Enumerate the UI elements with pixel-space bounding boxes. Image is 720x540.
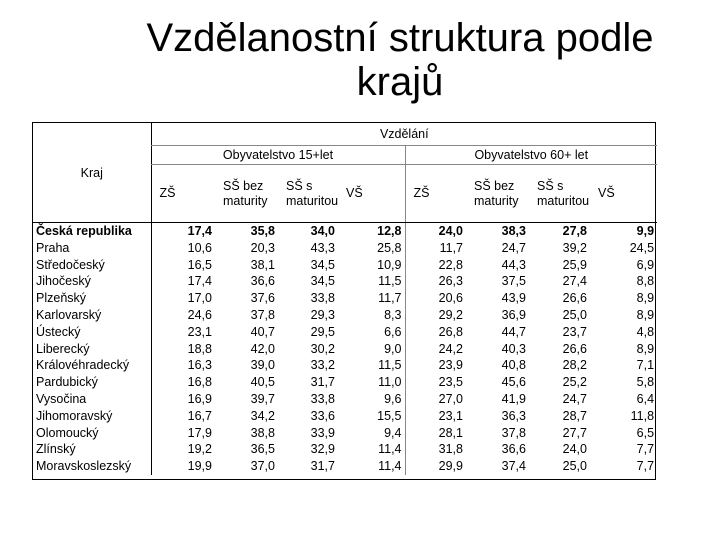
page-title (40, 16, 720, 104)
value-cell: 23,1 (151, 324, 215, 341)
value-cell: 16,3 (151, 357, 215, 374)
value-cell: 29,3 (310, 307, 335, 322)
value-cell: 45,6 (501, 375, 526, 390)
value-cell: 17,0 (151, 290, 215, 307)
value-cell: 17,9 (151, 425, 215, 442)
value-cell: 9,6 (384, 391, 402, 406)
table-row (33, 324, 657, 341)
value-cell: 11,7 (405, 240, 466, 257)
kraj-cell: Liberecký (36, 341, 90, 356)
value-cell: 27,8 (562, 224, 587, 238)
kraj-cell: Jihočeský (36, 274, 91, 289)
value-cell: 24,7 (501, 240, 526, 255)
value-cell: 30,2 (310, 341, 335, 356)
value-cell: 34,0 (310, 224, 335, 238)
value-cell: 36,9 (501, 307, 526, 322)
value-cell: 27,7 (562, 425, 587, 440)
value-cell: 23,9 (405, 357, 466, 374)
value-cell: 26,6 (562, 291, 587, 306)
subheader-text: VŠ (598, 186, 615, 200)
value-cell: 29,9 (405, 458, 466, 475)
value-cell: 16,5 (151, 257, 215, 274)
table-row (33, 341, 657, 358)
table-row (33, 391, 657, 408)
value-cell: 40,8 (501, 358, 526, 373)
value-cell: 8,9 (636, 341, 655, 356)
subheader-text: maturity (223, 193, 268, 208)
value-cell: 4,8 (636, 324, 655, 339)
table-row (33, 240, 657, 257)
value-cell: 27,0 (405, 391, 466, 408)
value-cell: 17,4 (151, 223, 215, 240)
table-row (33, 290, 657, 307)
value-cell: 37,8 (501, 425, 526, 440)
value-cell: 33,8 (310, 291, 335, 306)
value-cell: 31,7 (310, 459, 335, 474)
value-cell: 19,9 (151, 458, 215, 475)
value-cell: 16,8 (151, 374, 215, 391)
value-cell: 23,1 (405, 408, 466, 425)
value-cell: 7,7 (636, 442, 655, 457)
value-cell: 39,7 (250, 391, 275, 406)
value-cell: 33,8 (310, 391, 335, 406)
value-cell: 33,9 (310, 425, 335, 440)
value-cell: 20,3 (250, 240, 275, 255)
value-cell: 39,2 (562, 240, 587, 255)
value-cell: 37,0 (250, 459, 275, 474)
value-cell: 44,3 (501, 257, 526, 272)
value-cell: 38,1 (250, 257, 275, 272)
subheader-cell (529, 165, 590, 223)
value-cell: 6,6 (384, 324, 402, 339)
subheader-text: SŠ bez (474, 178, 515, 193)
value-cell: 7,1 (636, 358, 655, 373)
value-cell: 43,9 (501, 291, 526, 306)
subheader-cell (151, 165, 215, 223)
kraj-cell: Pardubický (36, 375, 98, 390)
value-cell: 24,5 (629, 240, 655, 255)
education-table-container (32, 122, 656, 480)
table-row (33, 408, 657, 425)
value-cell: 5,8 (636, 375, 655, 390)
title-line-2: krajů (356, 60, 444, 104)
table-row (33, 307, 657, 324)
value-cell: 6,5 (636, 425, 655, 440)
kraj-cell: Praha (36, 240, 70, 255)
value-cell: 36,6 (501, 442, 526, 457)
subheader-text: SŠ s (286, 178, 313, 193)
table-row (33, 273, 657, 290)
education-table (33, 123, 657, 475)
table-row (33, 374, 657, 391)
subheader-cell (590, 165, 657, 223)
value-cell: 24,6 (151, 307, 215, 324)
value-cell: 9,9 (636, 224, 655, 238)
value-cell: 19,2 (151, 441, 215, 458)
value-cell: 39,0 (250, 358, 275, 373)
value-cell: 33,2 (310, 358, 335, 373)
subheader-text: maturity (474, 193, 519, 208)
value-cell: 7,7 (636, 459, 655, 474)
value-cell: 38,3 (501, 224, 526, 238)
kraj-cell: Moravskoslezský (36, 459, 132, 474)
value-cell: 24,0 (405, 223, 466, 240)
value-cell: 23,7 (562, 324, 587, 339)
table-row (33, 458, 657, 475)
value-cell: 34,2 (250, 408, 275, 423)
subheader-cell (405, 165, 466, 223)
value-cell: 26,3 (405, 273, 466, 290)
vzdelani-header: Vzdělání (151, 123, 657, 146)
value-cell: 44,7 (501, 324, 526, 339)
subheader-text: SŠ s (537, 178, 564, 193)
subheader-text: ZŠ (413, 186, 430, 200)
kraj-cell: Královéhradecký (36, 358, 130, 373)
value-cell: 35,8 (250, 224, 275, 238)
subheader-cell (215, 165, 278, 223)
subheader-text: ZŠ (159, 186, 176, 200)
kraj-header: Kraj (33, 123, 151, 223)
value-cell: 17,4 (151, 273, 215, 290)
value-cell: 24,0 (562, 442, 587, 457)
subheader-cell (338, 165, 405, 223)
value-cell: 9,4 (384, 425, 402, 440)
value-cell: 31,7 (310, 375, 335, 390)
subheader-cell (466, 165, 529, 223)
value-cell: 24,2 (405, 341, 466, 358)
table-row (33, 441, 657, 458)
value-cell: 9,0 (384, 341, 402, 356)
kraj-cell: Zlínský (36, 442, 76, 457)
value-cell: 34,5 (310, 257, 335, 272)
value-cell: 11,8 (630, 408, 655, 423)
value-cell: 15,5 (377, 408, 402, 423)
kraj-cell: Olomoucký (36, 425, 99, 440)
value-cell: 18,8 (151, 341, 215, 358)
value-cell: 23,5 (405, 374, 466, 391)
title-line-1: Vzdělanostní struktura podle (146, 16, 654, 60)
value-cell: 11,4 (378, 459, 402, 474)
kraj-cell: Jihomoravský (36, 408, 113, 423)
value-cell: 11,0 (378, 375, 402, 390)
value-cell: 8,8 (636, 274, 655, 289)
table-row (33, 257, 657, 274)
kraj-cell: Vysočina (36, 391, 87, 406)
value-cell: 42,0 (250, 341, 275, 356)
value-cell: 25,2 (562, 375, 587, 390)
value-cell: 36,6 (250, 274, 275, 289)
subheader-text: VŠ (346, 186, 363, 200)
value-cell: 37,8 (250, 307, 275, 322)
subheader-text: maturitou (286, 193, 339, 208)
value-cell: 8,3 (384, 307, 402, 322)
value-cell: 37,4 (501, 459, 526, 474)
value-cell: 26,8 (405, 324, 466, 341)
value-cell: 25,0 (562, 459, 587, 474)
kraj-cell: Česká republika (36, 224, 132, 238)
value-cell: 31,8 (405, 441, 466, 458)
value-cell: 8,9 (636, 291, 655, 306)
value-cell: 29,5 (310, 324, 335, 339)
value-cell: 20,6 (405, 290, 466, 307)
value-cell: 25,0 (562, 307, 587, 322)
kraj-cell: Středočeský (36, 257, 105, 272)
value-cell: 24,7 (562, 391, 587, 406)
value-cell: 40,7 (250, 324, 275, 339)
value-cell: 25,9 (562, 257, 587, 272)
value-cell: 34,5 (310, 274, 335, 289)
value-cell: 43,3 (310, 240, 335, 255)
value-cell: 40,3 (501, 341, 526, 356)
value-cell: 28,1 (405, 425, 466, 442)
value-cell: 6,9 (636, 257, 655, 272)
value-cell: 10,9 (377, 257, 402, 272)
subheader-text: maturitou (537, 193, 590, 208)
value-cell: 26,6 (562, 341, 587, 356)
value-cell: 32,9 (310, 442, 335, 457)
table-row (33, 357, 657, 374)
value-cell: 11,7 (378, 291, 402, 306)
table-row (33, 425, 657, 442)
value-cell: 41,9 (501, 391, 526, 406)
value-cell: 28,7 (562, 408, 587, 423)
group-header-15plus: Obyvatelstvo 15+let (151, 146, 405, 165)
value-cell: 11,4 (378, 442, 402, 457)
kraj-cell: Karlovarský (36, 307, 102, 322)
value-cell: 11,5 (378, 358, 402, 373)
value-cell: 6,4 (636, 391, 655, 406)
group-header-60plus: Obyvatelstvo 60+ let (405, 146, 657, 165)
value-cell: 28,2 (562, 358, 587, 373)
value-cell: 37,6 (250, 291, 275, 306)
value-cell: 22,8 (405, 257, 466, 274)
value-cell: 27,4 (562, 274, 587, 289)
value-cell: 12,8 (377, 224, 402, 238)
value-cell: 29,2 (405, 307, 466, 324)
subheader-text: SŠ bez (223, 178, 264, 193)
value-cell: 8,9 (636, 307, 655, 322)
value-cell: 25,8 (377, 240, 402, 255)
value-cell: 16,7 (151, 408, 215, 425)
value-cell: 40,5 (250, 375, 275, 390)
value-cell: 33,6 (310, 408, 335, 423)
table-row (33, 223, 657, 240)
value-cell: 16,9 (151, 391, 215, 408)
subheader-cell (278, 165, 338, 223)
kraj-cell: Ústecký (36, 324, 81, 339)
value-cell: 10,6 (151, 240, 215, 257)
kraj-cell: Plzeňský (36, 291, 87, 306)
value-cell: 37,5 (501, 274, 526, 289)
value-cell: 36,5 (250, 442, 275, 457)
value-cell: 38,8 (250, 425, 275, 440)
value-cell: 36,3 (501, 408, 526, 423)
value-cell: 11,5 (378, 274, 402, 289)
